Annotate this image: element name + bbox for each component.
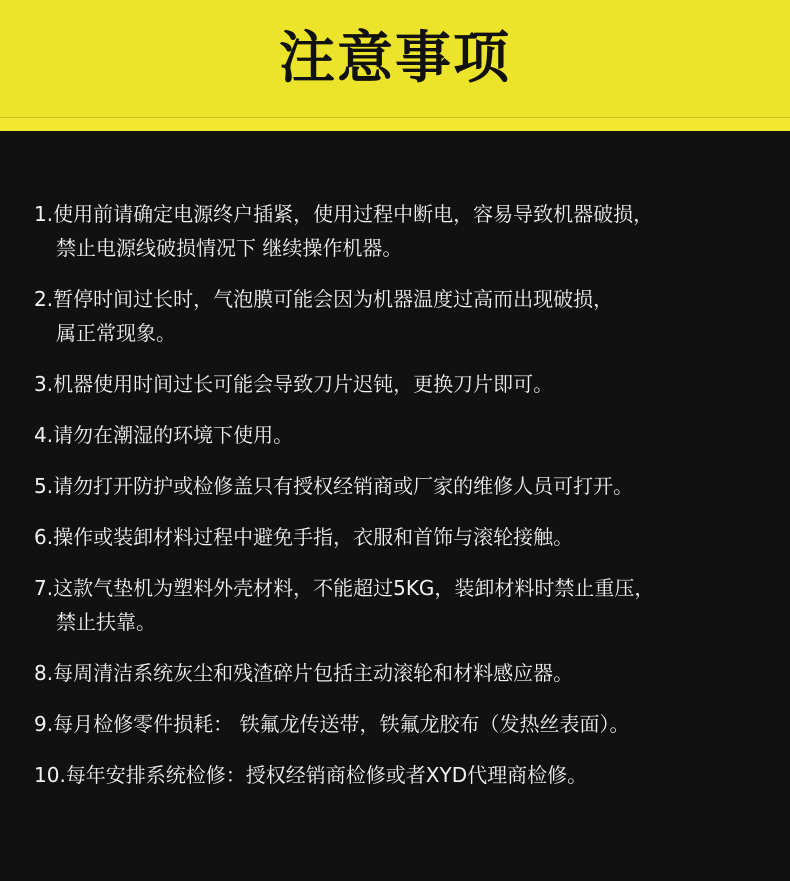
note-text: 暂停时间过长时，气泡膜可能会因为机器温度过高而出现破损， (53, 287, 614, 311)
list-item (34, 520, 774, 554)
page-title: 注意事项 (279, 26, 511, 91)
list-spacer (34, 554, 774, 571)
note-text: 操作或装卸材料过程中避免手指，衣服和首饰与滚轮接触。 (53, 525, 574, 549)
notes-list (34, 197, 774, 792)
list-item (34, 418, 774, 452)
list-item (34, 282, 774, 350)
note-number: 10. (34, 763, 66, 787)
list-spacer (34, 350, 774, 367)
note-number: 6. (34, 525, 54, 549)
list-spacer (34, 503, 774, 520)
note-number: 9. (34, 712, 54, 736)
note-text: 每周清洁系统灰尘和残渣碎片包括主动滚轮和材料感应器。 (53, 661, 574, 685)
note-text: 机器使用时间过长可能会导致刀片迟钝，更换刀片即可。 (53, 372, 554, 396)
list-spacer (34, 265, 774, 282)
list-spacer (34, 401, 774, 418)
list-item (34, 758, 774, 792)
note-number: 4. (34, 423, 54, 447)
note-number: 2. (34, 287, 54, 311)
list-item (34, 656, 774, 690)
list-spacer (34, 690, 774, 707)
note-number: 5. (34, 474, 54, 498)
note-number: 1. (34, 202, 54, 226)
note-text: 每年安排系统检修：授权经销商检修或者XYD代理商检修。 (65, 763, 588, 787)
list-spacer (34, 639, 774, 656)
note-number: 8. (34, 661, 54, 685)
note-number: 7. (34, 576, 54, 600)
list-spacer (34, 741, 774, 758)
list-item (34, 367, 774, 401)
note-number: 3. (34, 372, 54, 396)
note-text-continuation: 属正常现象。 (56, 321, 176, 345)
note-text: 请勿在潮湿的环境下使用。 (53, 423, 294, 447)
list-item (34, 707, 774, 741)
list-spacer (34, 452, 774, 469)
note-text: 这款气垫机为塑料外壳材料，不能超过5KG，装卸材料时禁止重压， (53, 576, 655, 600)
list-item (34, 469, 774, 503)
note-text-continuation: 禁止电源线破损情况下 继续操作机器。 (56, 236, 403, 260)
note-text-continuation: 禁止扶靠。 (56, 610, 156, 634)
list-item (34, 571, 774, 639)
list-item (34, 197, 774, 265)
note-text: 每月检修零件损耗： 铁氟龙传送带，铁氟龙胶布（发热丝表面）。 (53, 712, 630, 736)
header-banner (0, 0, 790, 131)
note-text: 请勿打开防护或检修盖只有授权经销商或厂家的维修人员可打开。 (53, 474, 634, 498)
header-title-band (0, 0, 790, 118)
note-text: 使用前请确定电源终户插紧，使用过程中断电，容易导致机器破损， (53, 202, 654, 226)
